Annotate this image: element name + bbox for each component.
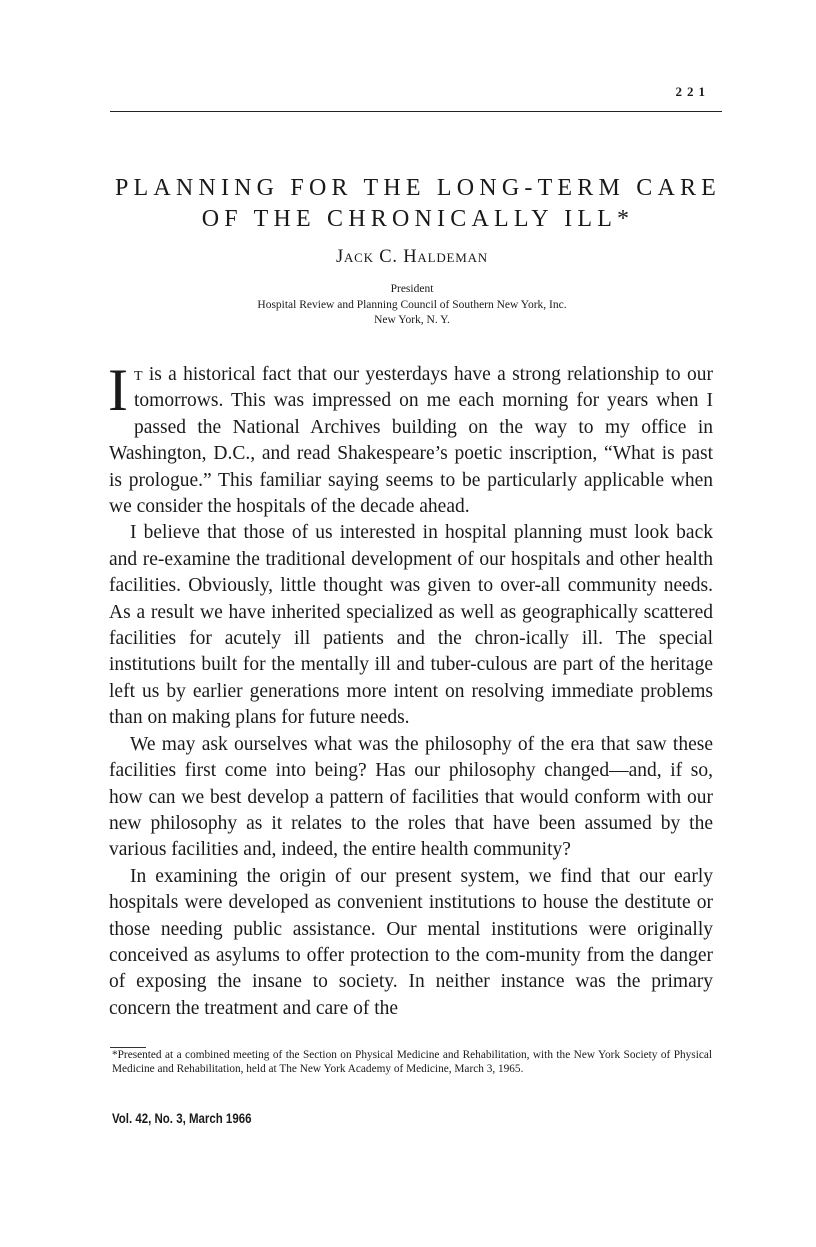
title-line-1: PLANNING FOR THE LONG-TERM CARE bbox=[114, 175, 722, 201]
page-number: 221 bbox=[675, 84, 710, 99]
author-role: President bbox=[390, 283, 434, 295]
footnote: *Presented at a combined meeting of the Section on Physical Medicine and Rehabilitation, with the New York Society of Physical Medicine and Rehabilitation, held at The New York Academy of Medicine, March 3, 1965. bbox=[112, 1049, 712, 1075]
paragraph-1 bbox=[108, 357, 713, 520]
author-location: New York, N. Y. bbox=[374, 314, 450, 326]
author-name: Jack C. Haldeman bbox=[335, 247, 488, 267]
article-title bbox=[108, 173, 728, 235]
paragraph-1-text: is a historical fact that our yesterdays have a strong relationship to our tomorrows. This was impressed on me each morning for years when I passed the National Archives building on the way to my office in Washington, D.C., and read Shakespeare’s poetic inscription, “What is past is prologue.” This familiar saying seems to be particularly applicable when we consider the hospitals of the decade ahead. bbox=[109, 364, 713, 518]
author-organization: Hospital Review and Planning Council of Southern New York, Inc. bbox=[257, 298, 567, 311]
author-affiliation bbox=[108, 282, 716, 329]
paragraph-2: I believe that those of us interested in hospital planning must look back and re-examine the traditional development of our hospitals and other health facilities. Obviously, little thought was given to over-all community needs. As a result we have inherited specialized as well as geographically scattered facilities for acutely ill patients and the chron-ically ill. The special institutions built for the mentally ill and tuber-culous are part of the heritage left us by earlier generations more intent on resolving immediate problems than on making plans for future needs. bbox=[109, 522, 713, 729]
article-body bbox=[108, 357, 713, 1022]
header-rule bbox=[110, 111, 722, 112]
footnote-rule bbox=[110, 1047, 146, 1048]
title-line-2: OF THE CHRONICALLY ILL* bbox=[201, 206, 635, 232]
paragraph-3: We may ask ourselves what was the philosophy of the era that saw these facilities first come into being? Has our philosophy changed—and, if so, how can we best develop a pattern of facilities that would conform with our new philosophy as it relates to the roles that have been assumed by the various facilities and, indeed, the entire health community? bbox=[109, 733, 713, 861]
paragraph-4: In examining the origin of our present system, we find that our early hospitals were developed as convenient institutions to house the destitute or those needing public assistance. Our mental institutions were originally conceived as asylums to offer protection to the com-munity from the danger of exposing the insane to society. In neither instance was the primary concern the treatment and care of the bbox=[109, 865, 713, 1019]
drop-cap-lead: t bbox=[133, 364, 143, 385]
drop-cap: I bbox=[108, 357, 128, 423]
journal-volume: Vol. 42, No. 3, March 1966 bbox=[112, 1111, 252, 1126]
